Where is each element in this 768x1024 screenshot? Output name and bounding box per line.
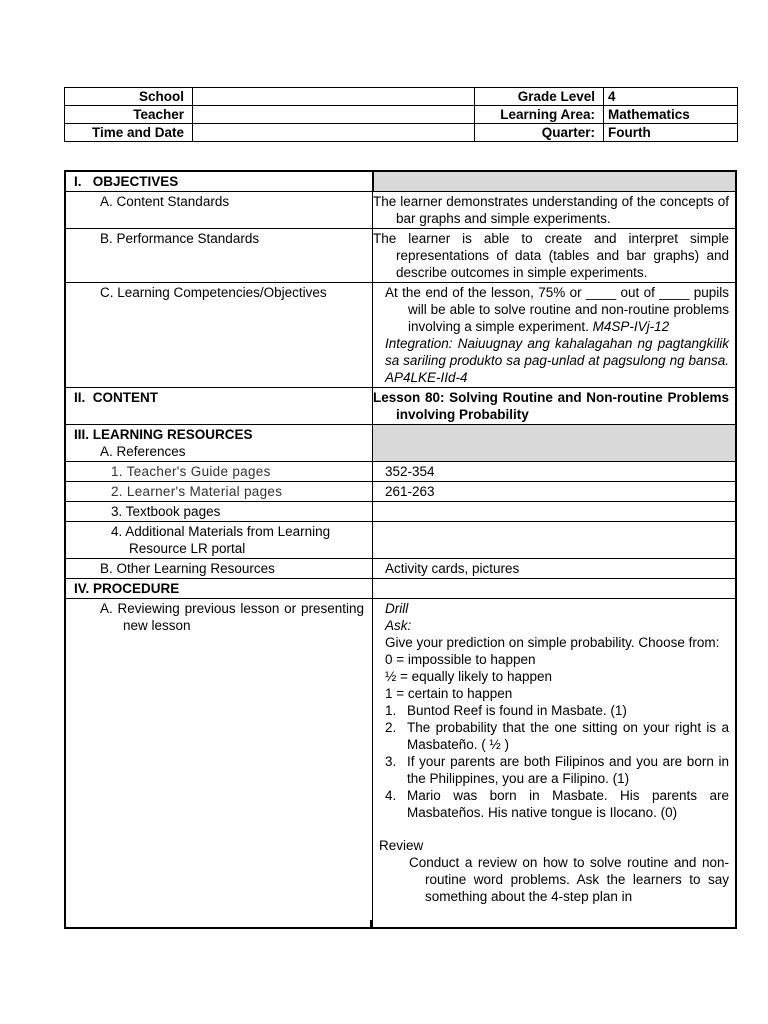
performance-standards-text: The learner is able to create and interpret simple representations of data (tables and bar graphs) and describe outcomes in simple experiments. (372, 229, 735, 282)
review-heading: Review (379, 838, 424, 853)
competencies-label: C. Learning Competencies/Objectives (100, 285, 327, 300)
quarter-label: Quarter: (475, 124, 604, 142)
list-item (385, 787, 729, 821)
performance-standards-row (66, 229, 735, 283)
procedure-heading-row (66, 579, 735, 599)
resources-heading-value (372, 425, 735, 461)
option-equally-likely: ½ = equally likely to happen (385, 669, 552, 684)
additional-materials-label: 4. Additional Materials from Learning Resource LR portal (111, 524, 331, 556)
objectives-heading: I. OBJECTIVES (74, 174, 179, 189)
list-item-number: 2. (385, 720, 397, 735)
performance-standards-label: B. Performance Standards (100, 231, 260, 246)
additional-materials-value (372, 522, 735, 558)
teachers-guide-row (66, 462, 735, 482)
other-resources-row (66, 559, 735, 579)
objectives-heading-cell (372, 172, 735, 191)
content-standards-text: The learner demonstrates understanding of the concepts of bar graphs and simple experiments. (372, 192, 735, 228)
procedure-heading-value (372, 579, 735, 598)
ask-label: Ask: (385, 618, 412, 633)
integration-text: Integration: Naiuugnay ang kahalagahan ng pagtangkilik sa sariling produkto sa pag-unlad at pagsulong ng bansa. AP4LKE-IId-4 (385, 336, 729, 385)
review-text: Conduct a review on how to solve routine and non-routine word problems. Ask the learners to say something about the 4-step plan in (409, 855, 729, 904)
list-item-text: The probability that the one sitting on your right is a Masbateño. ( ½ ) (407, 720, 729, 752)
list-item-text: Buntod Reef is found in Masbate. (1) (407, 703, 627, 718)
prediction-text: Give your prediction on simple probability. Choose from: (385, 635, 720, 650)
grade-level-label: Grade Level (475, 88, 604, 106)
list-item (385, 702, 729, 719)
drill-label: Drill (385, 601, 409, 616)
teachers-guide-value: 352-354 (372, 462, 735, 481)
bottom-border-line (64, 927, 737, 929)
other-resources-label: B. Other Learning Resources (100, 561, 275, 576)
reviewing-label: A. Reviewing previous lesson or presenting new lesson (100, 601, 364, 633)
list-item (385, 719, 729, 753)
learners-material-value: 261-263 (372, 482, 735, 501)
other-resources-value: Activity cards, pictures (372, 559, 735, 578)
competency-code: M4SP-IVj-12 (592, 319, 670, 334)
learners-material-label: 2. Learner's Material pages (111, 484, 283, 499)
time-date-label: Time and Date (65, 124, 193, 142)
teacher-value (193, 106, 475, 124)
competencies-row (66, 283, 735, 388)
competencies-text: At the end of the lesson, 75% or ____ out of ____ pupils will be able to solve routine and non-routine problems involving a simple experiment. (385, 285, 729, 334)
list-item-number: 3. (385, 754, 397, 769)
resources-heading-cell (66, 425, 372, 461)
spacer (385, 821, 729, 837)
competencies-cell (372, 283, 735, 387)
textbook-row (66, 502, 735, 522)
lesson-title: Lesson 80: Solving Routine and Non-routine Problems involving Probability (372, 388, 735, 424)
list-item-number: 4. (385, 788, 397, 803)
quarter-value: Fourth (604, 124, 738, 142)
column-border-tail (370, 920, 372, 929)
school-label: School (65, 88, 193, 106)
reviewing-row (66, 599, 735, 929)
references-label: A. References (100, 444, 186, 459)
teacher-label: Teacher (65, 106, 193, 124)
list-item-text: Mario was born in Masbate. His parents are Masbateños. His native tongue is Ilocano. (0) (407, 788, 729, 820)
lesson-plan-table (64, 170, 737, 929)
content-row (66, 388, 735, 425)
resources-heading: III. LEARNING RESOURCES (74, 427, 253, 442)
option-certain: 1 = certain to happen (385, 686, 513, 701)
option-impossible: 0 = impossible to happen (385, 652, 536, 667)
content-standards-row (66, 192, 735, 229)
resources-heading-row (66, 425, 735, 462)
content-heading: II. CONTENT (74, 390, 158, 405)
teachers-guide-label: 1. Teacher's Guide pages (111, 464, 271, 479)
header-table (64, 87, 738, 142)
textbook-label: 3. Textbook pages (111, 504, 221, 519)
procedure-heading: IV. PROCEDURE (74, 581, 180, 596)
learners-material-row (66, 482, 735, 502)
list-item-number: 1. (385, 703, 397, 718)
grade-level-value: 4 (604, 88, 738, 106)
learning-area-label: Learning Area: (475, 106, 604, 124)
textbook-value (372, 502, 735, 521)
list-item (385, 753, 729, 787)
additional-materials-row (66, 522, 735, 559)
school-value (193, 88, 475, 106)
time-date-value (193, 124, 475, 142)
reviewing-cell (372, 599, 735, 929)
competencies-text-block (385, 284, 729, 335)
list-item-text: If your parents are both Filipinos and you are born in the Philippines, you are a Filipino. (1) (407, 754, 729, 786)
objectives-heading-row (66, 172, 735, 192)
content-standards-label: A. Content Standards (100, 194, 230, 209)
learning-area-value: Mathematics (604, 106, 738, 124)
